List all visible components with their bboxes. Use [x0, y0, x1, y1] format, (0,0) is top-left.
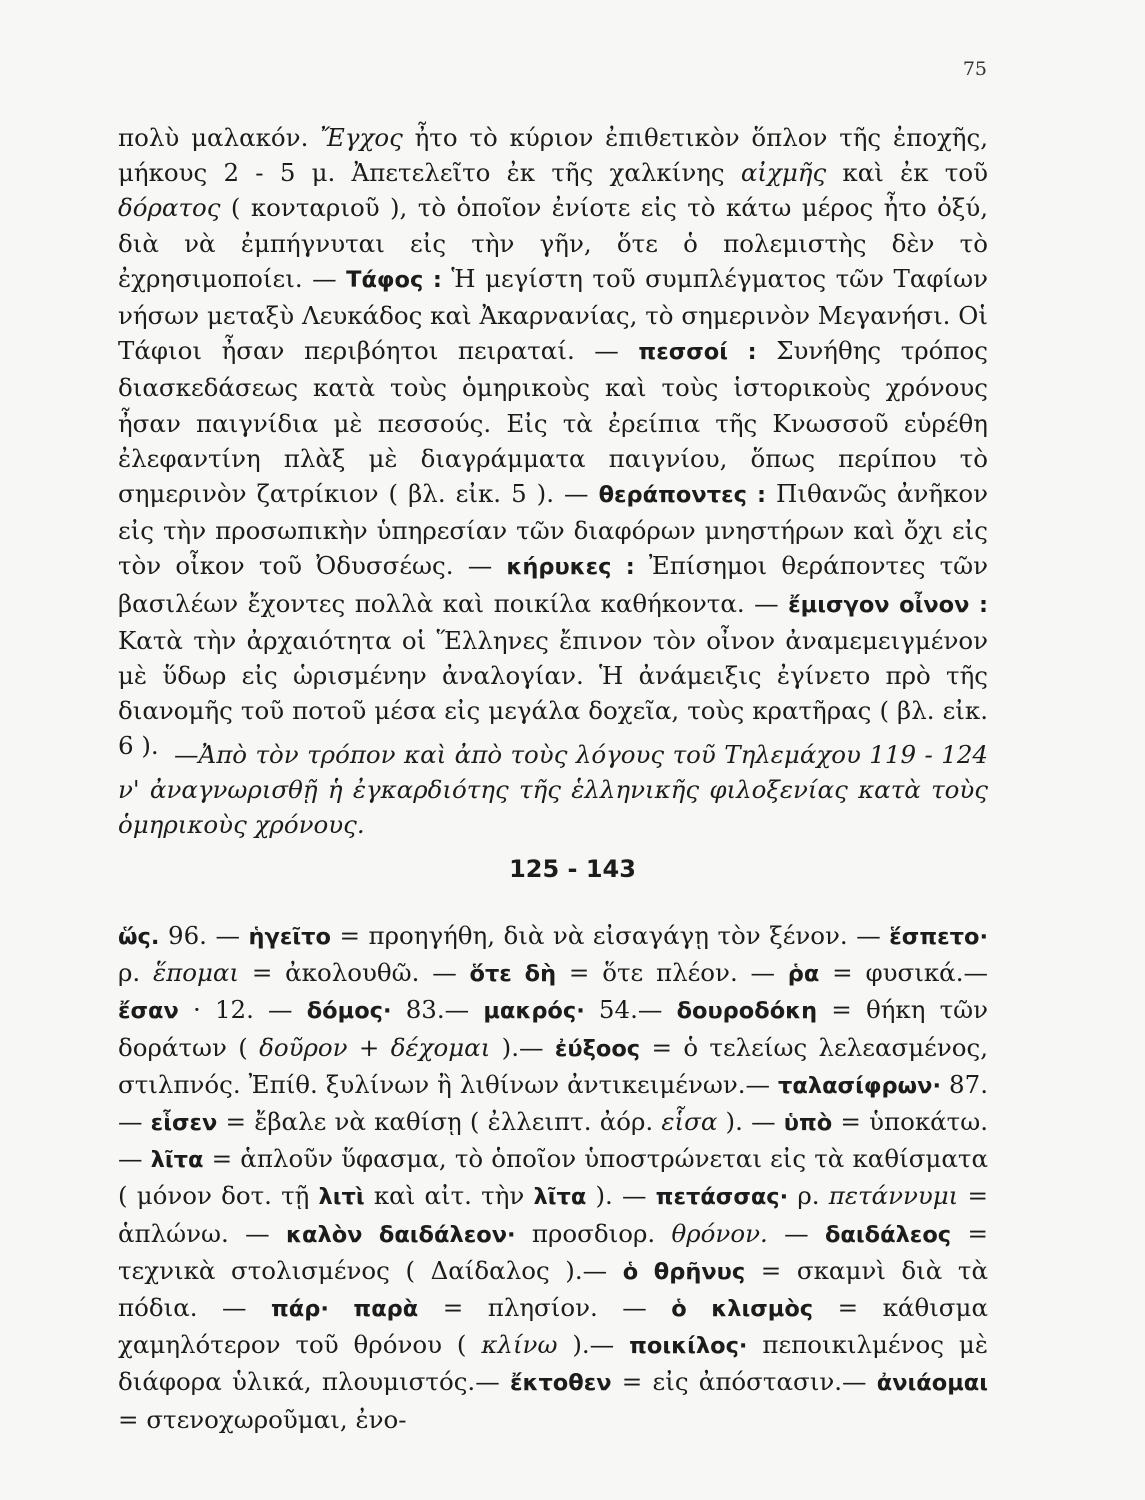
body-text: 54.— [584, 995, 677, 1025]
body-text: = ἁπλώνω. — [118, 1181, 988, 1248]
italic-text: θρόνον. [671, 1218, 768, 1248]
body-text: · 12. — [178, 995, 307, 1025]
body-text: 87.— [118, 1069, 988, 1137]
glossary-term: ὥς. [118, 924, 160, 950]
glossary-term: λῖτα [533, 1184, 587, 1211]
body-text: Ἡ μεγίστη τοῦ συμπλέγματος τῶν Ταφίων νήσων μεταξὺ Λευκάδος καὶ Ἀκαρνανίας, τὸ σημερινὸν Μεγανήσι. Οἱ Τάφιοι ἦσαν περιβόητοι πειραταί. — [118, 263, 988, 366]
glossary-term: δουροδόκη [676, 998, 818, 1025]
glossary-term: εἷσεν [150, 1110, 218, 1137]
section-heading: 125 - 143 [509, 855, 636, 883]
italic-text: ἕπομαι [152, 958, 240, 988]
page-number: 75 [962, 58, 987, 80]
glossary-term: ὁ θρῆνυς [622, 1258, 746, 1285]
body-text: = εἰς ἀπόστασιν.— [611, 1367, 877, 1397]
glossary-term: ὅτε δὴ [469, 961, 557, 988]
body-text: ρ. [118, 958, 153, 988]
body-text: ).— [557, 1330, 630, 1360]
glossary-term: ὑπὸ [783, 1110, 833, 1137]
body-text: ). — [717, 1107, 784, 1137]
italic-text: εἷσα [661, 1107, 718, 1137]
glossary-term: θεράποντες : [598, 482, 766, 509]
body-text: = ὅτε πλέον. — [556, 958, 788, 988]
glossary-term: ἀνιάομαι [876, 1370, 988, 1397]
glossary-term: δαιδάλεος [824, 1221, 952, 1248]
body-text: 83.— [391, 995, 484, 1025]
glossary-term: ῥα [787, 961, 820, 988]
body-text: 96. — [159, 921, 249, 950]
body-text: = στενοχωροῦμαι, ἐνο- [118, 1404, 407, 1434]
glossary-term: λῖτα [150, 1147, 204, 1174]
glossary-term: ἡγεῖτο [248, 924, 331, 950]
italic-note-paragraph [118, 737, 988, 843]
glossary-term: ἔμισγον οἶνον : [788, 591, 988, 618]
body-text: ( κονταριοῦ ), τὸ ὁποῖον ἐνίοτε εἰς τὸ κάτω μέρος ἦτο ὀξύ, διὰ νὰ ἐμπήγνυται εἰς τὴν γῆν, ὅτε ὁ πολεμιστὴς δὲν τὸ ἐχρησιμοποίει. — [118, 193, 988, 293]
body-text: ).— [490, 1032, 555, 1062]
body-text: = φυσικά.— [819, 958, 988, 988]
glossary-term: κήρυκες : [506, 554, 635, 581]
body-text: καὶ αἰτ. τὴν [364, 1181, 534, 1211]
glossary-term: πετάσσας· [655, 1184, 789, 1211]
glossary-term: Τάφος : [346, 266, 442, 293]
glossary-term: πεσσοί : [638, 339, 757, 366]
body-text: ρ. [788, 1181, 829, 1211]
commentary-paragraph [118, 120, 988, 764]
body-text: Συνήθης τρόπος διασκεδάσεως κατὰ τοὺς ὁμηρικοὺς καὶ τοὺς ἱστορικοὺς χρόνους ἦσαν παιγνίδια μὲ πεσσούς. Εἰς τὰ ἐρείπια τῆς Κνωσσοῦ εὑρέθη ἐλεφαντίνη πλὰξ μὲ διαγράμματα παιγνίου, ὅπως περίπου τὸ σημερινὸν ζατρίκιον ( βλ. εἰκ. 5 ). — [118, 336, 988, 509]
italic-text: κλίνω [481, 1330, 558, 1360]
body-text: Πιθανῶς ἀνῆκον εἰς τὴν προσωπικὴν ὑπηρεσίαν τῶν διαφόρων μνηστήρων καὶ ὄχι εἰς τὸν οἶκον τοῦ Ὀδυσσέως. — [118, 479, 988, 581]
italic-text: —Ἀπὸ τὸν τρόπον καὶ ἀπὸ τοὺς λόγους τοῦ Τηλεμάχου 119 - 124 ν' ἀναγνωρισθῇ ἡ ἐγκαρδιότης τῆς ἑλληνικῆς φιλοξενίας κατὰ τοὺς ὁμηρικοὺς χρόνους. [118, 740, 988, 840]
body-text: = σκαμνὶ διὰ τὰ πόδια. — [118, 1255, 988, 1323]
italic-text: δοῦρον + δέχομαι [259, 1032, 491, 1062]
glossary-term: ταλασίφρων· [778, 1072, 941, 1099]
glossary-term: ἔσαν [118, 998, 179, 1025]
italic-text: Ἔγχος [320, 123, 403, 152]
body-text: Κατὰ τὴν ἀρχαιότητα οἱ Ἕλληνες ἔπινον τὸν οἶνον ἀναμεμειγμένον μὲ ὕδωρ εἰς ὡρισμένην ἀναλογίαν. Ἡ ἀνάμειξις ἐγίνετο πρὸ τῆς διανομῆς τοῦ ποτοῦ μέσα εἰς μεγάλα δοχεῖα, τοὺς κρατῆρας ( βλ. εἰκ. 6 ). [118, 625, 988, 761]
italic-text: πετάννυμι [828, 1181, 959, 1211]
body-text: προσδιορ. [515, 1218, 672, 1248]
body-text: = ἀκολουθῶ. — [239, 958, 470, 988]
body-text: πεποικιλμένος μὲ διάφορα ὑλικά, πλουμιστός.— [118, 1330, 989, 1397]
body-text: καὶ ἐκ τοῦ [826, 158, 988, 188]
body-text: = ἁπλοῦν ὕφασμα, τὸ ὁποῖον ὑποστρώνεται εἰς τὰ καθίσματα ( μόνον δοτ. τῇ [118, 1144, 988, 1211]
body-text: = ὑποκάτω.— [118, 1107, 988, 1174]
glossary-term: μακρός· [483, 998, 585, 1025]
glossary-paragraph [118, 918, 988, 1437]
body-text: ἦτο τὸ κύριον ἐπιθετικὸν ὅπλον τῆς ἐποχῆς, μήκους 2 - 5 μ. Ἀπετελεῖτο ἐκ τῆς χαλκίνης [118, 123, 988, 188]
italic-text: δόρατος [118, 193, 221, 223]
body-text: — [767, 1218, 825, 1248]
body-text: = ἔβαλε νὰ καθίσῃ ( ἐλλειπτ. ἀόρ. [217, 1107, 662, 1137]
body-text: Ἐπίσημοι θεράποντες τῶν βασιλέων ἔχοντες πολλὰ καὶ ποικίλα καθήκοντα. — [118, 551, 989, 618]
glossary-term: ἕσπετο· [889, 924, 988, 950]
glossary-term: ὁ κλισμὸς [671, 1296, 814, 1323]
glossary-term: δόμος· [306, 998, 392, 1025]
glossary-term: καλὸν δαιδάλεον· [286, 1221, 516, 1248]
glossary-term: πάρ· παρὰ [271, 1296, 419, 1323]
glossary-term: ποικίλος· [629, 1333, 748, 1360]
body-text: = θήκη τῶν δοράτων ( [118, 995, 988, 1062]
body-text: = προηγήθη, διὰ νὰ εἰσαγάγῃ τὸν ξένον. — [330, 921, 890, 950]
glossary-term: ἔκτοθεν [509, 1370, 612, 1397]
body-text: πολὺ μαλακόν. [118, 123, 321, 152]
body-text: = πλησίον. — [418, 1293, 672, 1323]
italic-text: αἰχμῆς [740, 158, 827, 188]
glossary-term: λιτὶ [318, 1184, 365, 1211]
body-text: = κάθισμα χαμηλότερον τοῦ θρόνου ( [118, 1293, 988, 1360]
body-text: ). — [586, 1181, 656, 1211]
glossary-term: ἐύξοος [554, 1035, 641, 1062]
body-text: = ὁ τελείως λελεασμένος, στιλπνός. Ἐπίθ. ξυλίνων ἢ λιθίνων ἀντικειμένων.— [118, 1032, 988, 1099]
body-text: = τεχνικὰ στολισμένος ( Δαίδαλος ).— [118, 1218, 988, 1285]
